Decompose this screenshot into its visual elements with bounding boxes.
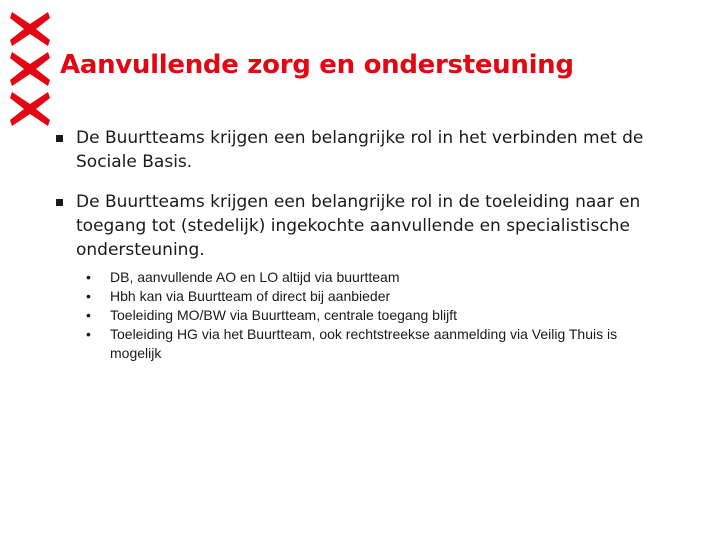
sub-bullet-text: Toeleiding HG via het Buurtteam, ook rechtstreekse aanmelding via Veilig Thuis is mogelijk <box>110 326 618 361</box>
dot-bullet-icon: • <box>86 326 91 342</box>
bullet-item <box>56 126 666 174</box>
sub-bullet-list <box>76 268 666 363</box>
sub-bullet-item <box>76 306 666 325</box>
dot-bullet-icon: • <box>86 307 91 323</box>
bullet-list <box>56 126 666 379</box>
square-bullet-icon <box>56 135 63 142</box>
x-cross-icon <box>8 10 52 48</box>
sub-bullet-text: DB, aanvullende AO en LO altijd via buurtteam <box>110 269 400 285</box>
dot-bullet-icon: • <box>86 269 91 285</box>
sub-bullet-item <box>76 268 666 287</box>
bullet-item <box>56 190 666 363</box>
square-bullet-icon <box>56 199 63 206</box>
bullet-text: De Buurtteams krijgen een belangrijke rol in de toeleiding naar en toegang tot (stedelijk) ingekochte aanvullende en specialistische ondersteuning. <box>76 192 641 260</box>
sub-bullet-text: Toeleiding MO/BW via Buurtteam, centrale toegang blijft <box>110 307 458 323</box>
sub-bullet-text: Hbh kan via Buurtteam of direct bij aanbieder <box>110 288 391 304</box>
sub-bullet-item <box>76 287 666 306</box>
sub-bullet-item <box>76 325 666 363</box>
dot-bullet-icon: • <box>86 288 91 304</box>
slide-title: Aanvullende zorg en ondersteuning <box>60 50 574 80</box>
amsterdam-logo <box>8 10 52 130</box>
bullet-text: De Buurtteams krijgen een belangrijke rol in het verbinden met de Sociale Basis. <box>76 128 644 172</box>
x-cross-icon <box>8 90 52 128</box>
x-cross-icon <box>8 50 52 88</box>
